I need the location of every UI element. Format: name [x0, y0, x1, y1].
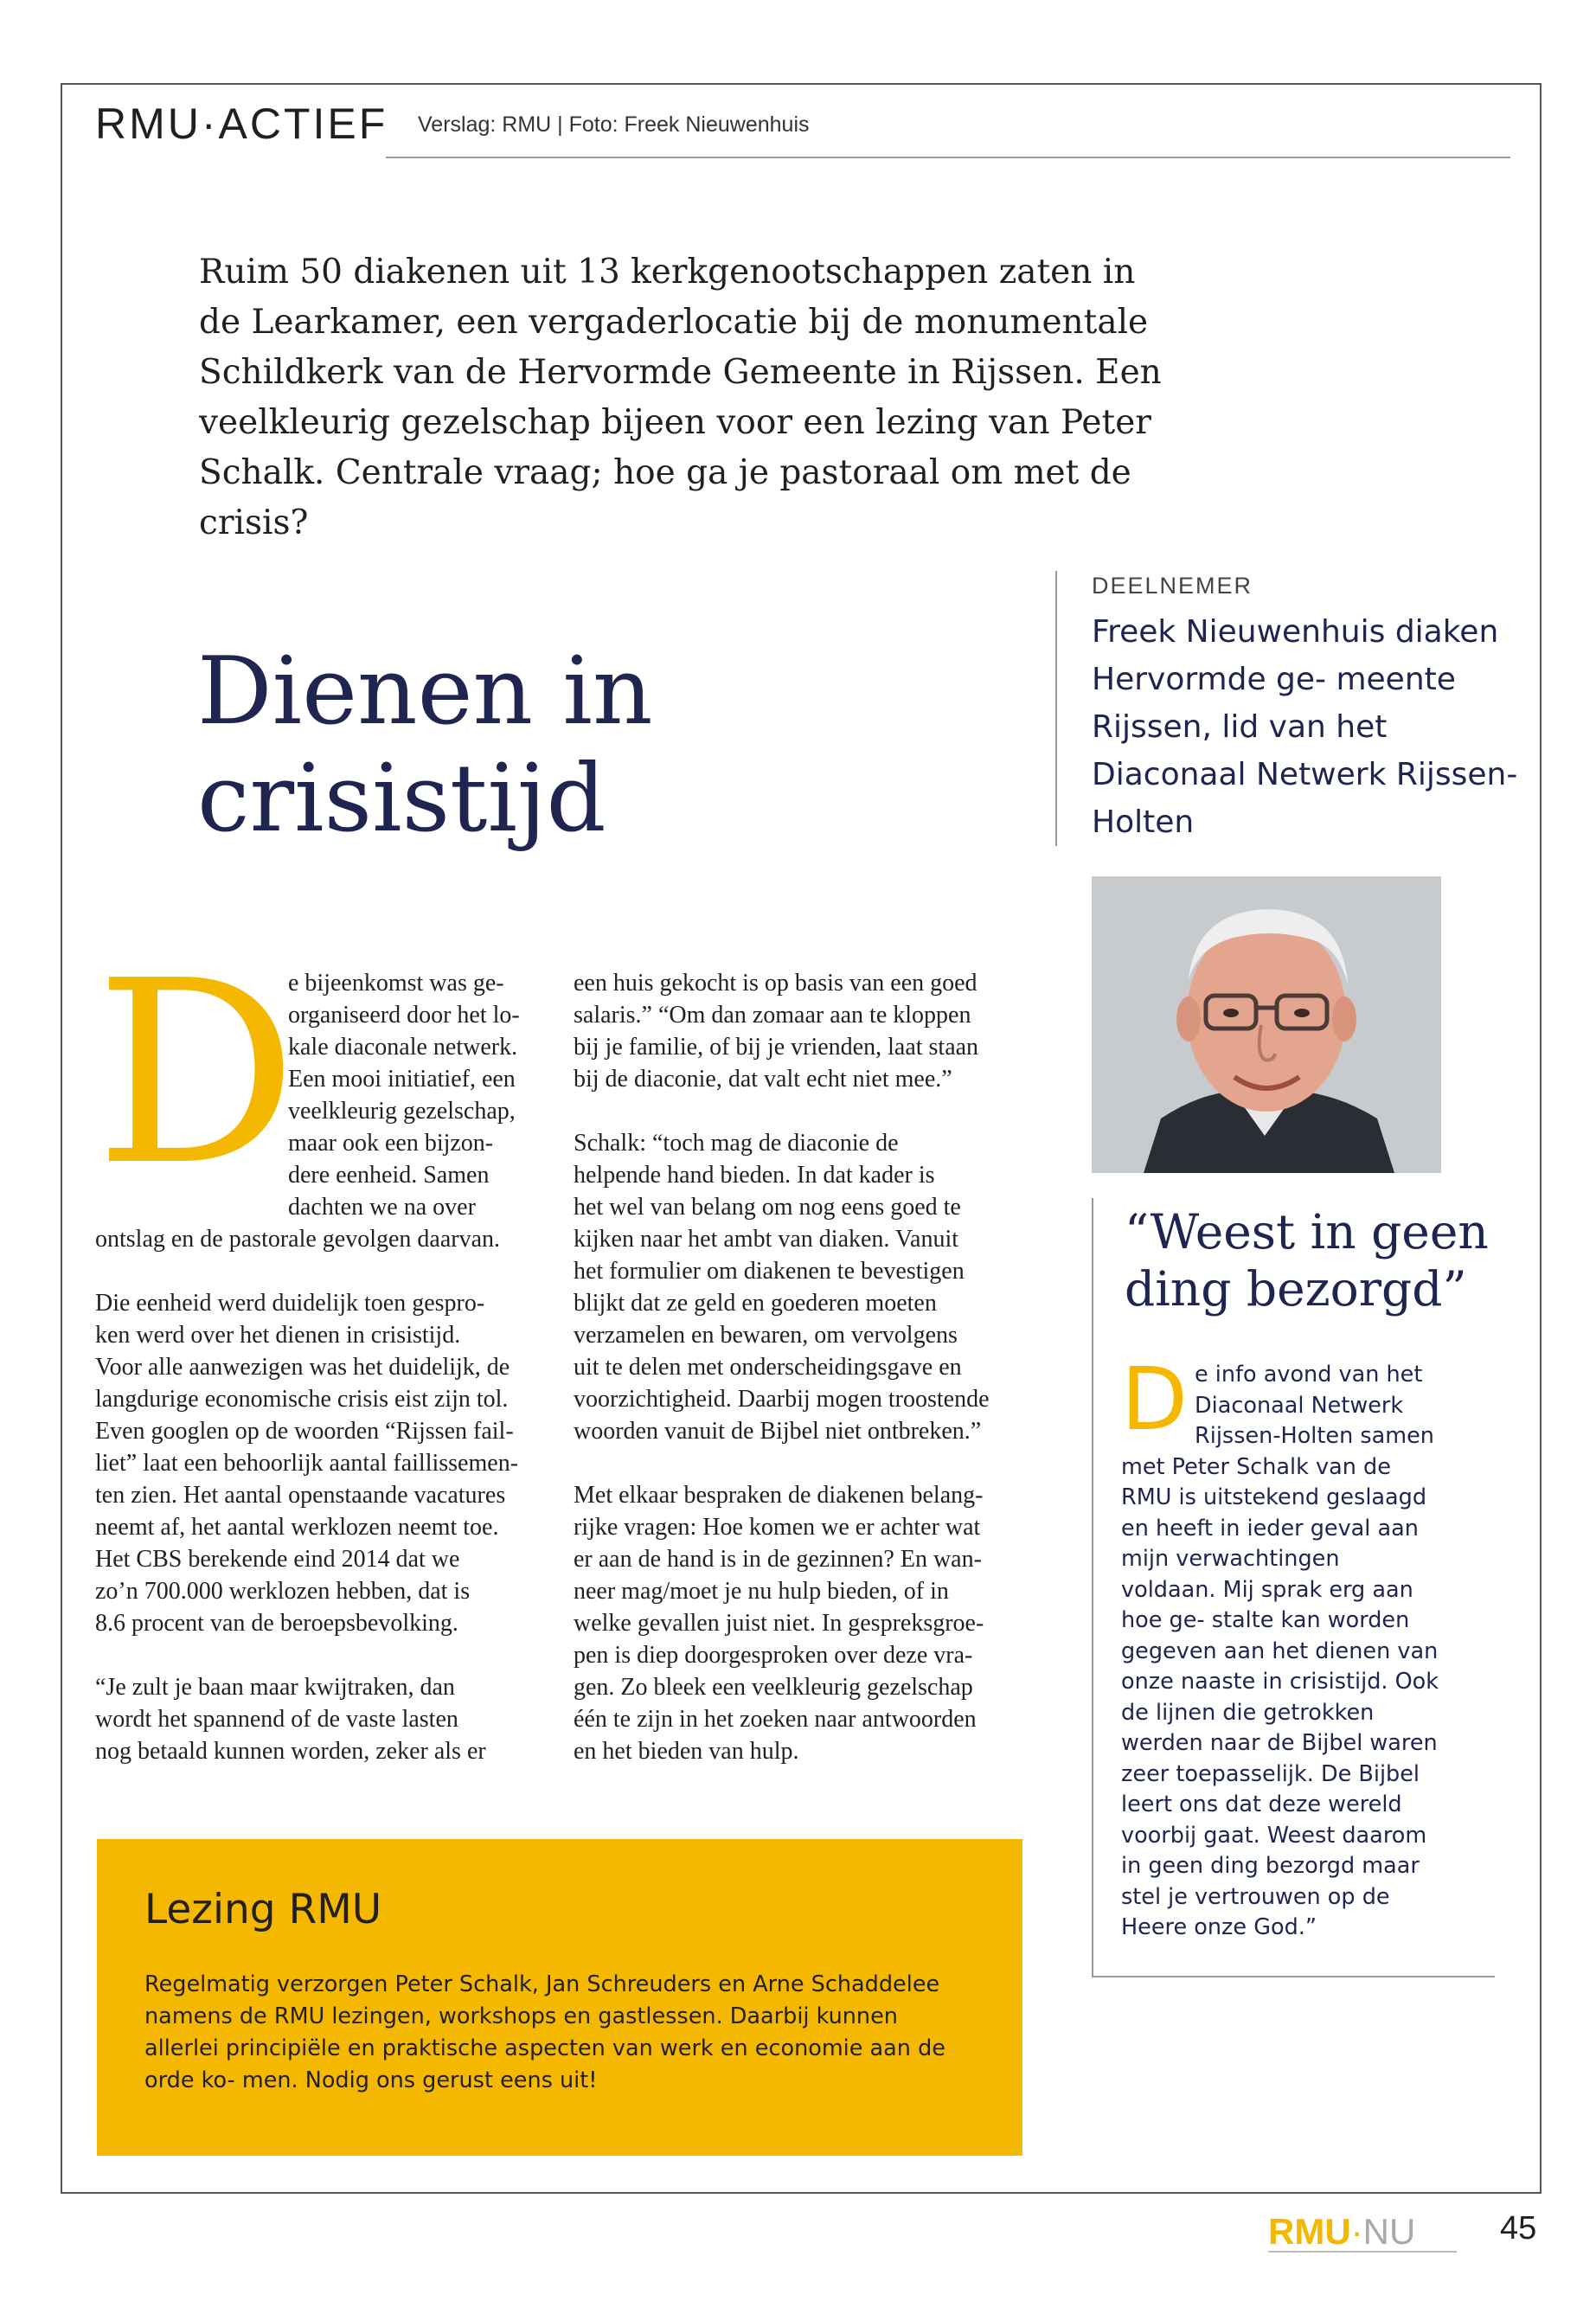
testimony-dropcap: D — [1121, 1349, 1189, 1450]
quote-divider — [1092, 1198, 1093, 1977]
page-number: 45 — [1500, 2210, 1537, 2247]
portrait-illustration — [1092, 876, 1441, 1173]
participant-description: Freek Nieuwenhuis diaken Hervormde ge- meente Rijssen, lid van het Diaconaal Netwerk Rijssen-Holten — [1092, 614, 1518, 840]
article-title — [197, 638, 653, 853]
article-dropcap: D — [95, 926, 298, 1221]
logo-rmu: RMU — [1268, 2211, 1351, 2252]
article-paragraph: een huis gekocht is op basis van een goed salaris.” “Om dan zomaar aan te kloppen bij je familie, of bij je vrienden, laat staan bij de diaconie, dat valt echt niet mee.” — [574, 970, 979, 1093]
logo-nu: NU — [1362, 2211, 1416, 2252]
photo-credit: Verslag: RMU | Foto: Freek Nieuwenhuis — [418, 112, 810, 137]
logo-underline — [1268, 2251, 1457, 2253]
quote-bottom-divider — [1092, 1976, 1495, 1977]
magazine-logo — [1268, 2211, 1415, 2253]
box-title: Lezing RMU — [144, 1886, 382, 1933]
article-paragraph: e bijeenkomst was ge- organiseerd door het lo- kale diaconale netwerk. Een mooi initiatief, een veelkleurig gezelschap, maar ook een bijzon- dere eenheid. Samen dachten we na over ontslag en de pastorale gevolgen daarvan. — [95, 970, 520, 1253]
sidebar-label: DEELNEMER — [1092, 573, 1253, 599]
section-name: RMU·ACTIEF — [95, 99, 388, 148]
pull-quote: “Weest in geen ding bezorgd” — [1125, 1204, 1489, 1317]
box-text: Regelmatig verzorgen Peter Schalk, Jan Schreuders en Arne Schaddelee namens de RMU lezingen, workshops en gastlessen. Daarbij kunnen allerlei principiële en praktische aspecten van werk en economie aan de orde ko- men. Nodig ons gerust eens uit! — [144, 1971, 945, 2093]
sidebar-divider — [1055, 571, 1057, 846]
header-divider — [386, 157, 1510, 158]
article-paragraph: Schalk: “toch mag de diaconie de helpende hand bieden. In dat kader is het wel van belang om nog eens goed te kijken naar het ambt van diaken. Vanuit het formulier om diakenen te bevestigen blijkt dat ze geld en goederen moeten verzamelen en bewaren, om vervolgens uit te delen met onderscheidingsgave en voorzichtigheid. Daarbij mogen troostende woorden vanuit de Bijbel niet ontbreken.” — [574, 1130, 990, 1445]
article-paragraph: Die eenheid werd duidelijk toen gespro- ken werd over het dienen in crisistijd. Voor alle aanwezigen was het duidelijk, de langdurige economische crisis eist zijn tol. Even googlen op de woorden “Rijssen fail- liet” laat een behoorlijk aantal faillissemen- ten zien. Het aantal openstaande vacatures neemt af, het aantal werklozen neemt toe. Het CBS berekende eind 2014 dat we zo’n 700.000 werklozen hebben, dat is 8.6 procent van de beroepsbevolking. — [95, 1290, 519, 1637]
article-column-2 — [574, 967, 1023, 1799]
portrait-photo — [1092, 876, 1441, 1173]
title-line-1: Dienen in — [197, 638, 653, 746]
logo-dot: · — [1350, 2211, 1363, 2252]
article-column-1 — [95, 926, 532, 1799]
article-paragraph: Met elkaar bespraken de diakenen belang- rijke vragen: Hoe komen we er achter wat er aan de hand is in de gezinnen? En wan- neer mag/moet je nu hulp bieden, of in welke gevallen juist niet. In gespreksgroe- pen is diep doorgesproken over deze vra- gen. Zo bleek een veelkleurig gezelschap één te zijn in het zoeken naar antwoorden en het bieden van hulp. — [574, 1482, 984, 1765]
lecture-info-box — [97, 1839, 1022, 2156]
participant-testimony — [1121, 1349, 1441, 1944]
testimony-text: e info avond van het Diaconaal Netwerk Rijssen-Holten samen met Peter Schalk van de RMU is uitstekend geslaagd en heeft in ieder geval aan mijn verwachtingen voldaan. Mij sprak erg aan hoe ge- stalte kan worden gegeven aan het dienen van onze naaste in crisistijd. Ook de lijnen die getrokken werden naar de Bijbel waren zeer toepasselijk. De Bijbel leert ons dat deze wereld voorbij gaat. Weest daarom in geen ding bezorgd maar stel je vertrouwen op de Heere onze God.” — [1121, 1362, 1439, 1940]
intro-paragraph: Ruim 50 diakenen uit 13 kerkgenootschappen zaten in de Learkamer, een vergaderlocatie bij de monumentale Schildkerk van de Hervormde Gemeente in Rijssen. Een veelkleurig gezelschap bijeen voor een lezing van Peter Schalk. Centrale vraag; hoe ga je pastoraal om met de crisis? — [199, 253, 1162, 542]
article-paragraph: “Je zult je baan maar kwijtraken, dan wordt het spannend of de vaste lasten nog betaald kunnen worden, zeker als er — [95, 1674, 486, 1765]
title-line-2: crisistijd — [197, 745, 606, 853]
